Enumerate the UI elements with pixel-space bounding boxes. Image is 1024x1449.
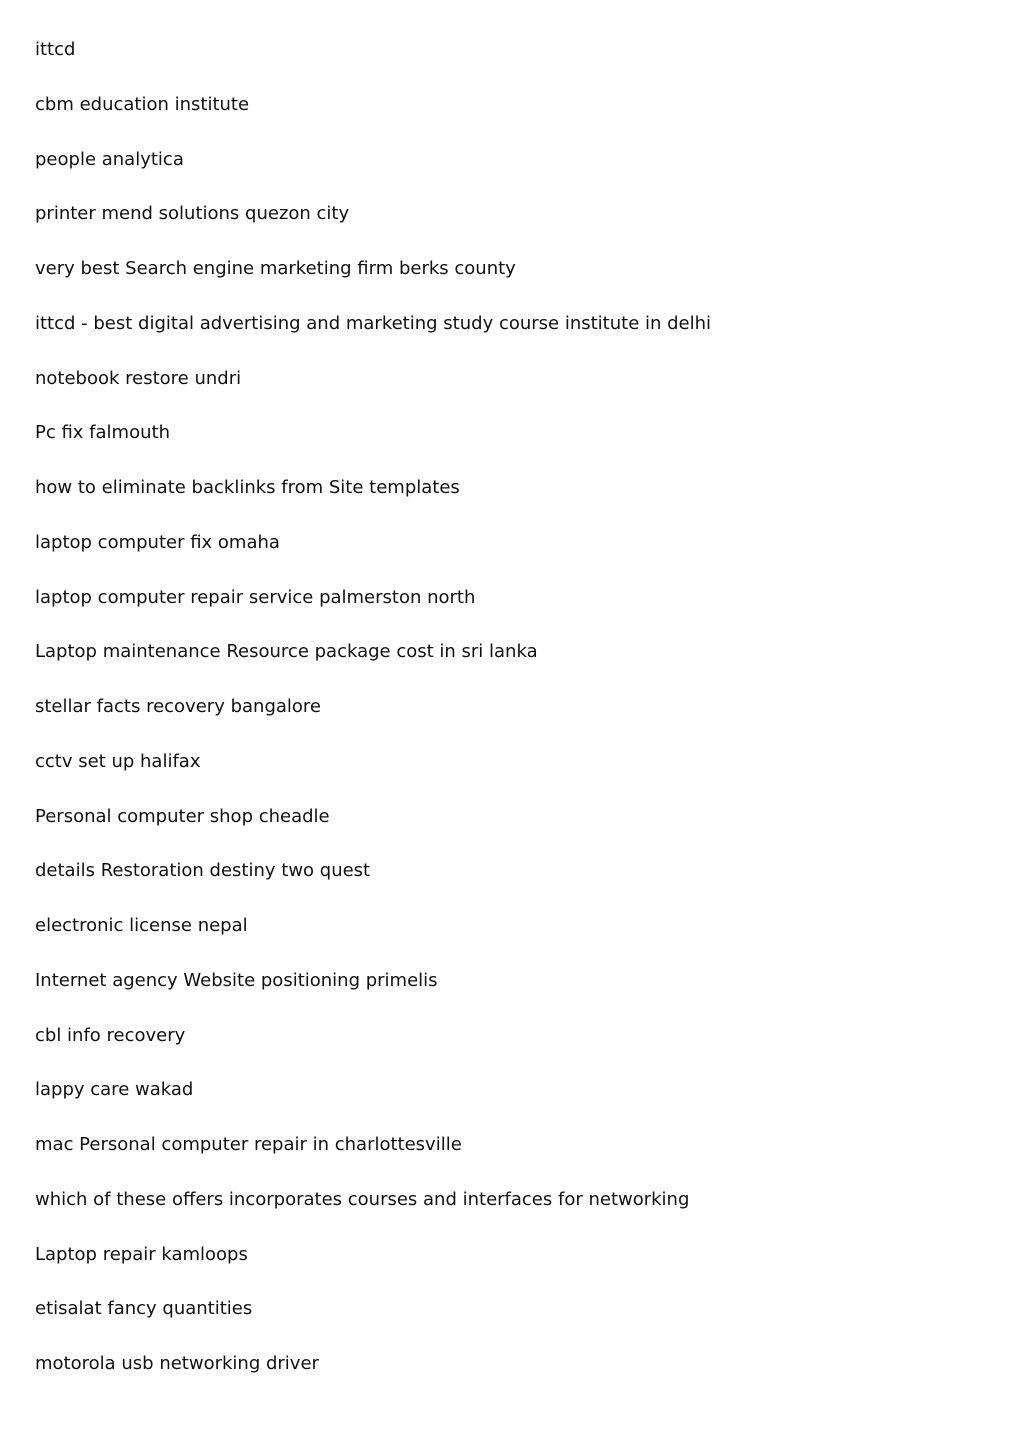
link-pc-fix-falmouth[interactable]: Pc fix falmouth xyxy=(35,422,170,444)
list-item xyxy=(35,146,711,201)
link-internet-agency-primelis[interactable]: Internet agency Website positioning primelis xyxy=(35,969,438,991)
list-item xyxy=(35,419,711,474)
list-item xyxy=(35,474,711,529)
link-laptop-maintenance-sri-lanka[interactable]: Laptop maintenance Resource package cost in sri lanka xyxy=(35,641,538,663)
link-cbm-education-institute[interactable]: cbm education institute xyxy=(35,93,250,115)
list-item xyxy=(35,1241,711,1296)
list-item xyxy=(35,529,711,584)
list-item xyxy=(35,912,711,967)
list-item xyxy=(35,1350,711,1405)
list-item xyxy=(35,1186,711,1241)
link-cctv-halifax[interactable]: cctv set up halifax xyxy=(35,750,201,772)
link-destiny-two-quest[interactable]: details Restoration destiny two quest xyxy=(35,860,371,882)
link-networking-courses[interactable]: which of these offers incorporates courses and interfaces for networking xyxy=(35,1188,690,1210)
link-sem-firm-berks-county[interactable]: very best Search engine marketing firm berks county xyxy=(35,258,516,279)
list-item xyxy=(35,584,711,639)
link-electronic-license-nepal[interactable]: electronic license nepal xyxy=(35,915,248,936)
list-item xyxy=(35,200,711,255)
link-notebook-restore-undri[interactable]: notebook restore undri xyxy=(35,367,242,389)
link-printer-mend-quezon-city[interactable]: printer mend solutions quezon city xyxy=(35,203,350,225)
link-ittcd-digital-advertising[interactable]: ittcd - best digital advertising and marketing study course institute in delhi xyxy=(35,312,712,334)
link-lappy-care-wakad[interactable]: lappy care wakad xyxy=(35,1079,194,1101)
list-item xyxy=(35,91,711,146)
list-item xyxy=(35,638,711,693)
link-laptop-repair-palmerston-north[interactable]: laptop computer repair service palmerston north xyxy=(35,586,476,608)
link-people-analytica[interactable]: people analytica xyxy=(35,148,184,170)
list-item xyxy=(35,1295,711,1350)
list-item xyxy=(35,803,711,858)
list-item xyxy=(35,1022,711,1077)
list-item xyxy=(35,365,711,420)
list-item xyxy=(35,310,711,365)
link-computer-shop-cheadle[interactable]: Personal computer shop cheadle xyxy=(35,805,330,827)
list-item xyxy=(35,693,711,748)
link-laptop-repair-kamloops[interactable]: Laptop repair kamloops xyxy=(35,1243,248,1265)
list-item xyxy=(35,255,711,310)
link-laptop-fix-omaha[interactable]: laptop computer fix omaha xyxy=(35,531,280,553)
link-list xyxy=(35,36,711,1405)
link-mac-repair-charlottesville[interactable]: mac Personal computer repair in charlottesville xyxy=(35,1134,462,1155)
link-cbl-info-recovery[interactable]: cbl info recovery xyxy=(35,1024,186,1046)
list-item xyxy=(35,748,711,803)
link-eliminate-backlinks[interactable]: how to eliminate backlinks from Site templates xyxy=(35,477,460,498)
list-item xyxy=(35,857,711,912)
link-stellar-recovery-bangalore[interactable]: stellar facts recovery bangalore xyxy=(35,696,321,717)
list-item xyxy=(35,1076,711,1131)
link-motorola-usb-driver[interactable]: motorola usb networking driver xyxy=(35,1353,319,1374)
list-item xyxy=(35,36,711,91)
link-ittcd[interactable]: ittcd xyxy=(35,39,76,60)
list-item xyxy=(35,1131,711,1186)
link-etisalat-fancy-quantities[interactable]: etisalat fancy quantities xyxy=(35,1298,253,1320)
list-item xyxy=(35,967,711,1022)
